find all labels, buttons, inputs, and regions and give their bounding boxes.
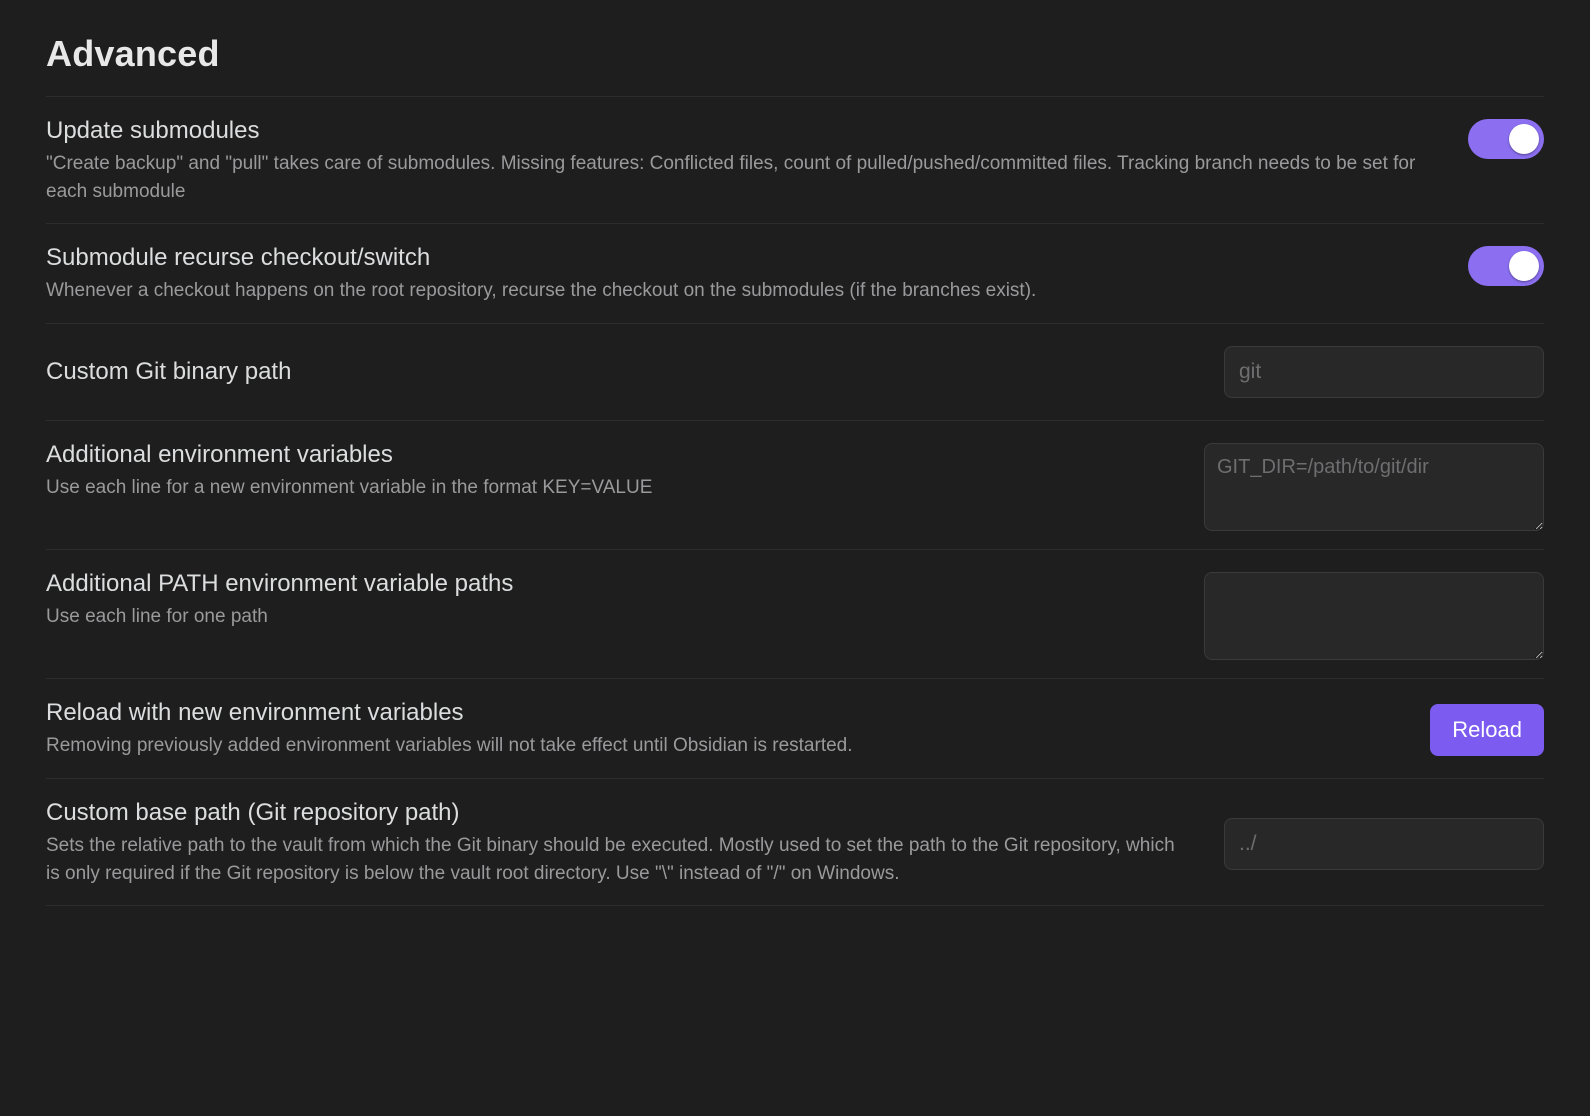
setting-row-additional-path-env-variable-paths [46, 549, 1544, 678]
setting-name-update-submodules: Update submodules [46, 116, 260, 144]
setting-info [46, 356, 1200, 388]
setting-control [1430, 700, 1544, 756]
setting-control [1224, 346, 1544, 398]
toggle-submodule-recurse-checkout[interactable] [1468, 246, 1544, 286]
toggle-knob-icon [1509, 251, 1539, 281]
setting-info [46, 439, 1180, 502]
setting-row-update-submodules [46, 96, 1544, 223]
setting-desc-submodule-recurse: Whenever a checkout happens on the root repository, recurse the checkout on the submodules (if the branches exist). [46, 280, 1037, 302]
page-title: Advanced [46, 33, 220, 74]
setting-desc-additional-path-env: Use each line for one path [46, 606, 268, 628]
setting-control [1204, 568, 1544, 660]
setting-info [46, 697, 1406, 760]
setting-row-custom-git-binary-path [46, 323, 1544, 420]
setting-info [46, 568, 1180, 631]
additional-path-env-textarea[interactable] [1204, 572, 1544, 660]
setting-name-custom-git-binary-path: Custom Git binary path [46, 357, 292, 385]
setting-row-submodule-recurse-checkout [46, 223, 1544, 323]
custom-git-binary-path-input[interactable] [1224, 346, 1544, 398]
additional-env-variables-textarea[interactable] [1204, 443, 1544, 531]
setting-desc-custom-base-path: Sets the relative path to the vault from which the Git binary should be executed. Mostly used to set the path to the Git repository, which is only required if the Git repository is below the vault root directory. Use "\" instead of "/" on Windows. [46, 835, 1175, 884]
setting-info [46, 115, 1444, 205]
setting-info [46, 242, 1444, 305]
setting-name-additional-path-env: Additional PATH environment variable paths [46, 570, 514, 598]
setting-desc-reload-env: Removing previously added environment variables will not take effect until Obsidian is restarted. [46, 735, 853, 757]
setting-name-custom-base-path: Custom base path (Git repository path) [46, 798, 460, 826]
setting-desc-update-submodules: "Create backup" and "pull" takes care of submodules. Missing features: Conflicted files, count of pulled/pushed/committed files. Tracking branch needs to be set for each submodule [46, 152, 1416, 202]
setting-name-submodule-recurse: Submodule recurse checkout/switch [46, 244, 431, 272]
custom-base-path-input[interactable] [1224, 818, 1544, 870]
setting-info [46, 797, 1186, 887]
setting-row-additional-env-variables [46, 420, 1544, 549]
setting-name-reload-env: Reload with new environment variables [46, 699, 464, 727]
toggle-knob-icon [1509, 124, 1539, 154]
setting-control [1468, 242, 1544, 286]
setting-control [1468, 115, 1544, 159]
setting-desc-additional-env-variables: Use each line for a new environment variable in the format KEY=VALUE [46, 477, 653, 499]
setting-name-additional-env-variables: Additional environment variables [46, 441, 393, 469]
setting-control [1224, 814, 1544, 870]
reload-button[interactable]: Reload [1430, 704, 1544, 756]
setting-row-reload-env-variables [46, 678, 1544, 778]
setting-control [1204, 439, 1544, 531]
section-divider [46, 905, 1544, 907]
setting-row-custom-base-path [46, 778, 1544, 905]
toggle-update-submodules[interactable] [1468, 119, 1544, 159]
